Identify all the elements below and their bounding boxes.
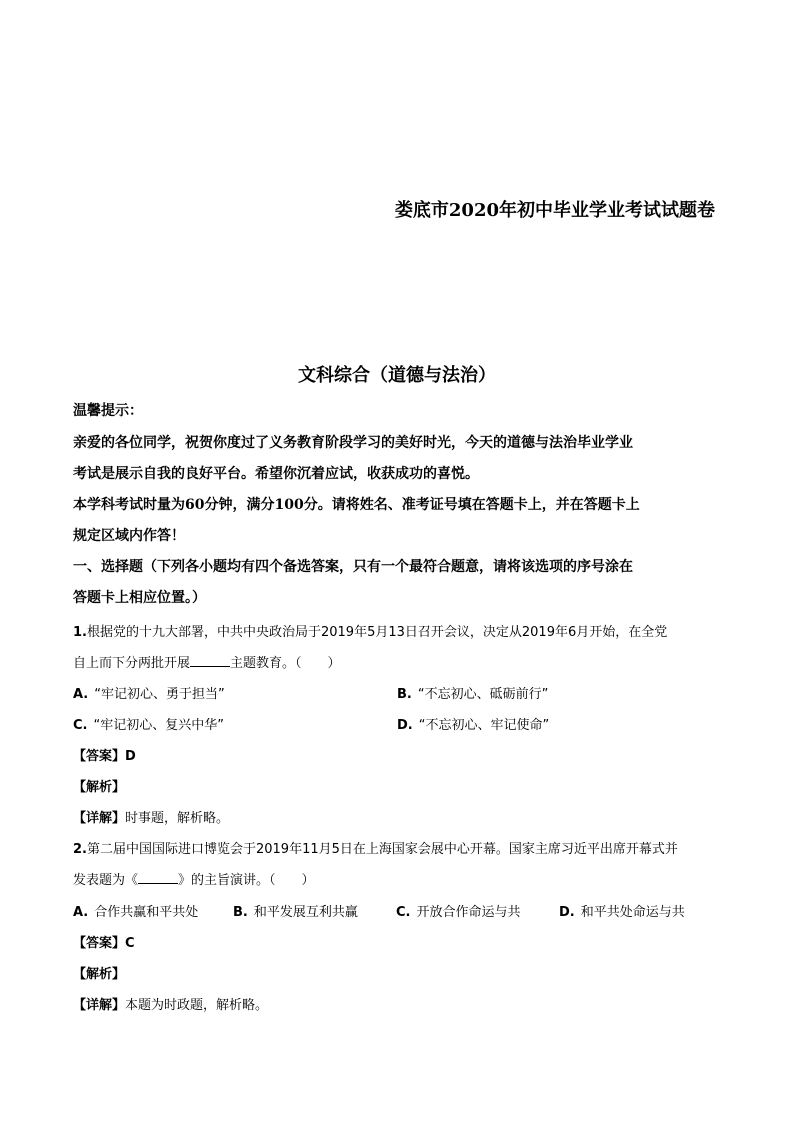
notice-line: 考试是展示自我的良好平台。希望你沉着应试，收获成功的喜悦。 [73,466,479,482]
option-c: C. 开放合作命运与共 [396,905,521,920]
question-2-text: 2.第二届中国国际进口博览会于2019年11月5日在上海国家会展中心开幕。国家主席习近平出席开幕式并 [73,842,678,857]
section-heading: 一、选择题（下列各小题均有四个备选答案，只有一个最符合题意，请将该选项的序号涂在 [73,559,633,575]
answer-line: 【答案】D [73,749,136,764]
page-title: 娄底市2020年初中毕业学业考试试题卷 [394,200,715,221]
option-c: C. “牢记初心、复兴中华” [73,718,224,733]
option-a: A. 合作共赢和平共处 [73,905,199,920]
question-1-text: 1.根据党的十九大部署，中共中央政治局于2019年5月13日召开会议，决定从2019年6月开始，在全党 [73,625,668,640]
answer-blank [190,654,230,667]
analysis-label: 【解析】 [73,967,126,982]
page-subtitle: 文科综合（道德与法治） [298,365,496,386]
answer-blank [138,871,178,884]
notice-line: 规定区域内作答！ [73,528,185,544]
notice-heading: 温馨提示： [73,403,143,419]
option-b: B. “不忘初心、砥砺前行” [397,687,549,702]
option-b: B. 和平发展互利共赢 [233,905,358,920]
question-2-text-cont: 发表题为《 》的主旨演讲。（ ） [73,873,315,888]
analysis-label: 【解析】 [73,780,126,795]
answer-line: 【答案】C [73,936,135,951]
option-d: D. “不忘初心、牢记使命” [397,718,550,733]
question-1-text-cont: 自上而下分两批开展 主题教育。（ ） [73,656,341,671]
notice-line: 亲爱的各位同学，祝贺你度过了义务教育阶段学习的美好时光，今天的道德与法治毕业学业 [73,435,633,451]
notice-line: 本学科考试时量为60分钟，满分100分。请将姓名、准考证号填在答题卡上，并在答题卡上 [73,497,640,513]
detail-line: 【详解】本题为时政题，解析略。 [73,998,269,1013]
option-a: A. “牢记初心、勇于担当” [73,687,225,702]
question-number: 2. [73,842,87,857]
option-d: D. 和平共处命运与共 [559,905,685,920]
section-heading: 答题卡上相应位置。） [73,590,206,606]
detail-line: 【详解】时事题，解析略。 [73,811,230,826]
question-number: 1. [73,625,87,640]
